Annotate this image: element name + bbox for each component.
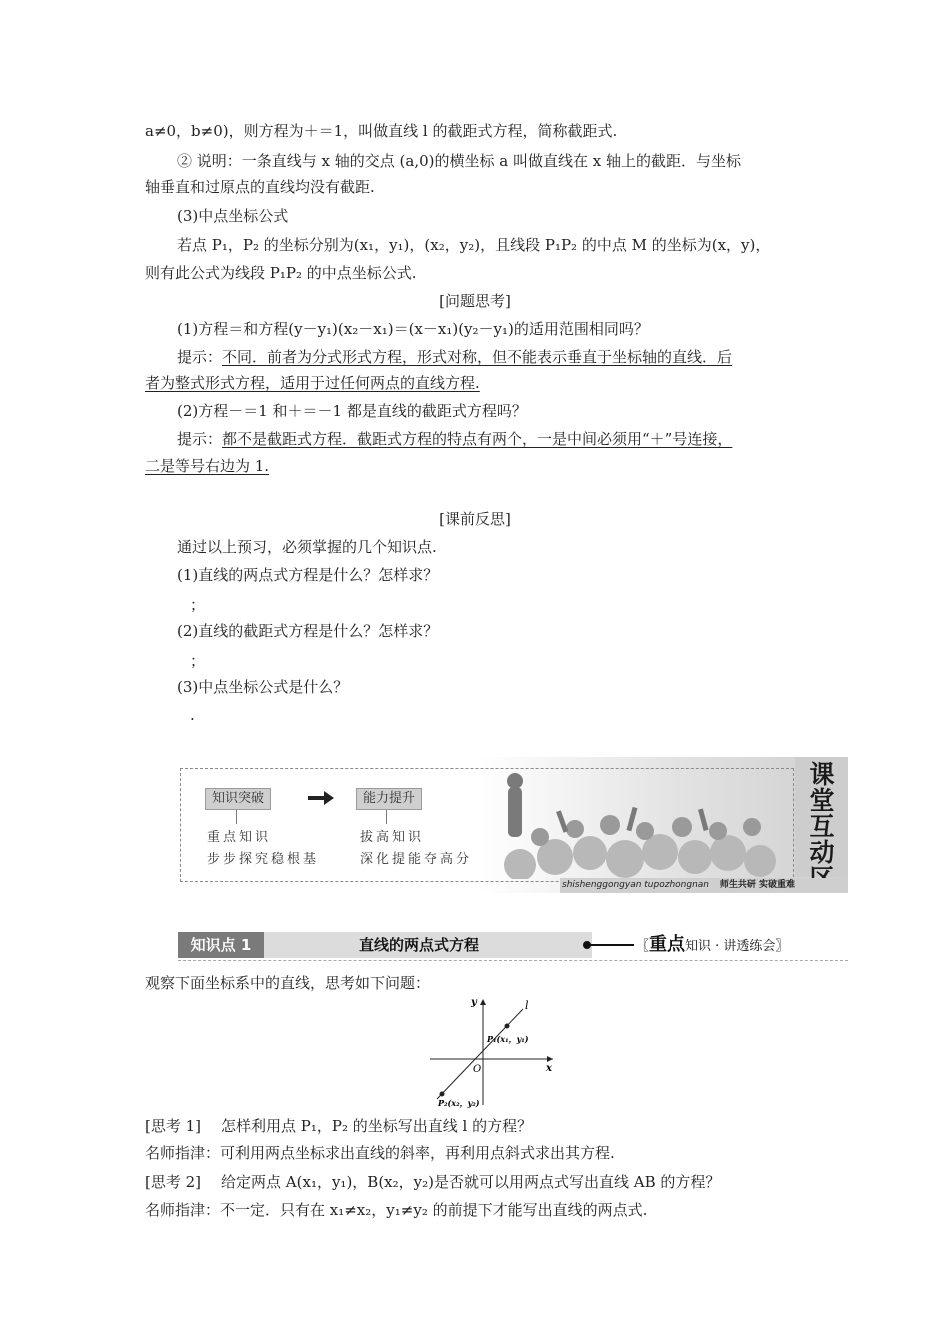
text-line: 则有此公式为线段 P₁P₂ 的中点坐标公式. <box>145 264 417 282</box>
title-char: 课 <box>809 760 835 789</box>
section-title: 直线的两点式方程 <box>358 936 479 954</box>
think-label: [思考 1] <box>145 1117 202 1135</box>
hint-prefix: 提示： <box>177 348 223 366</box>
reflect-question-1: (1)直线的两点式方程是什么？怎样求？ <box>177 566 439 584</box>
banner-slogan: 师生共研 实破重难 <box>719 880 796 890</box>
hint-text: 不同．前者为分式形式方程，形式对称，但不能表示垂直于坐标轴的直线．后 <box>222 348 733 366</box>
tag-knowledge-breakthrough: 知识突破 <box>205 788 271 810</box>
bracket: 〖 <box>636 939 650 954</box>
subtitle-rest: 知识 · 讲透练会 <box>685 939 776 954</box>
hint-text: 都不是截距式方程．截距式方程的特点有两个，一是中间必须用“＋”号连接， <box>222 430 733 448</box>
title-char: 互 <box>809 812 835 841</box>
think-text: 给定两点 A(x₁，y₁)，B(x₂，y₂)是否就可以用两点式写出直线 AB 的方程？ <box>221 1173 721 1191</box>
reflect-question-3: (3)中点坐标公式是什么？ <box>177 678 349 696</box>
hint-1-line1 <box>177 346 732 368</box>
hint-2-line2: 二是等号右边为 1. <box>145 457 270 475</box>
origin-label: O <box>473 1064 482 1075</box>
knowledge-point-badge: 知识点 1 <box>178 932 264 958</box>
divider <box>590 944 634 946</box>
line-label: l <box>525 999 529 1012</box>
banner-pinyin: shishenggongyan tupozhongnan <box>562 880 710 890</box>
think-label: [思考 2] <box>145 1173 202 1191</box>
guide-2: 名师指津：不一定．只有在 x₁≠x₂，y₁≠y₂ 的前提下才能写出直线的两点式. <box>145 1201 648 1219</box>
bracket: 〗 <box>775 939 789 954</box>
banner-slogan-strip <box>560 878 848 893</box>
subtitle-strong: 重点 <box>649 934 686 955</box>
hint-1-line2: 者为整式形式方程，适用于过任何两点的直线方程. <box>145 374 480 392</box>
text-line: 通过以上预习，必须掌握的几个知识点. <box>177 538 437 556</box>
answer-blank: . <box>190 706 195 724</box>
think-2 <box>145 1171 720 1193</box>
connector-line <box>236 810 237 824</box>
question-1: (1)方程＝和方程(y－y₁)(x₂－x₁)＝(x－x₁)(y₂－y₁)的适用范围相同吗？ <box>177 320 649 338</box>
reflect-question-2: (2)直线的截距式方程是什么？怎样求？ <box>177 622 439 640</box>
hint-2-line1 <box>177 428 732 450</box>
question-2: (2)方程－＝1 和＋＝－1 都是直线的截距式方程吗？ <box>177 402 527 420</box>
hint-prefix: 提示： <box>177 430 223 448</box>
section-subtitle <box>636 932 788 958</box>
text-line: 轴垂直和过原点的直线均没有截距. <box>145 178 375 196</box>
coordinate-graph <box>425 995 560 1108</box>
banner-left-line1: 重点知识 <box>207 830 272 845</box>
subheading: (3)中点坐标公式 <box>177 207 289 225</box>
x-axis-label: x <box>546 1063 552 1074</box>
think-1 <box>145 1115 532 1137</box>
tag-ability-improvement: 能力提升 <box>356 788 422 810</box>
title-char: 堂 <box>809 786 835 815</box>
answer-blank: ； <box>190 596 206 614</box>
section-heading: [问题思考] <box>439 292 511 310</box>
arrow-right-icon <box>308 790 334 806</box>
section-heading: [课前反思] <box>439 510 511 528</box>
banner-right-line1: 拔高知识 <box>360 830 425 845</box>
think-text: 怎样利用点 P₁，P₂ 的坐标写出直线 l 的方程？ <box>221 1117 533 1135</box>
answer-blank: ； <box>190 652 206 670</box>
text-line: ② 说明：一条直线与 x 轴的交点 (a,0)的横坐标 a 叫做直线在 x 轴上的截距．与坐标 <box>177 152 741 170</box>
banner-title <box>800 762 844 892</box>
connector-line <box>386 810 387 824</box>
text-line: a≠0，b≠0)，则方程为＋＝1，叫做直线 l 的截距式方程，简称截距式. <box>145 122 618 140</box>
point-p1-label: P₁(x₁，y₁) <box>487 1034 529 1044</box>
text-line: 若点 P₁，P₂ 的坐标分别为(x₁，y₁)，(x₂，y₂)，且线段 P₁P₂ 的中点 M 的坐标为(x，y)， <box>177 236 771 254</box>
y-axis-label: y <box>471 997 477 1008</box>
guide-1: 名师指津：可利用两点坐标求出直线的斜率，再利用点斜式求出其方程. <box>145 1144 615 1162</box>
title-char: 动 <box>809 838 835 867</box>
banner-left-line2: 步步探究稳根基 <box>207 852 320 867</box>
point-p2-label: P₂(x₂，y₂) <box>438 1098 480 1108</box>
text-line: 观察下面坐标系中的直线，思考如下问题： <box>145 974 431 992</box>
banner-right-line2: 深化提能夺高分 <box>360 852 473 867</box>
